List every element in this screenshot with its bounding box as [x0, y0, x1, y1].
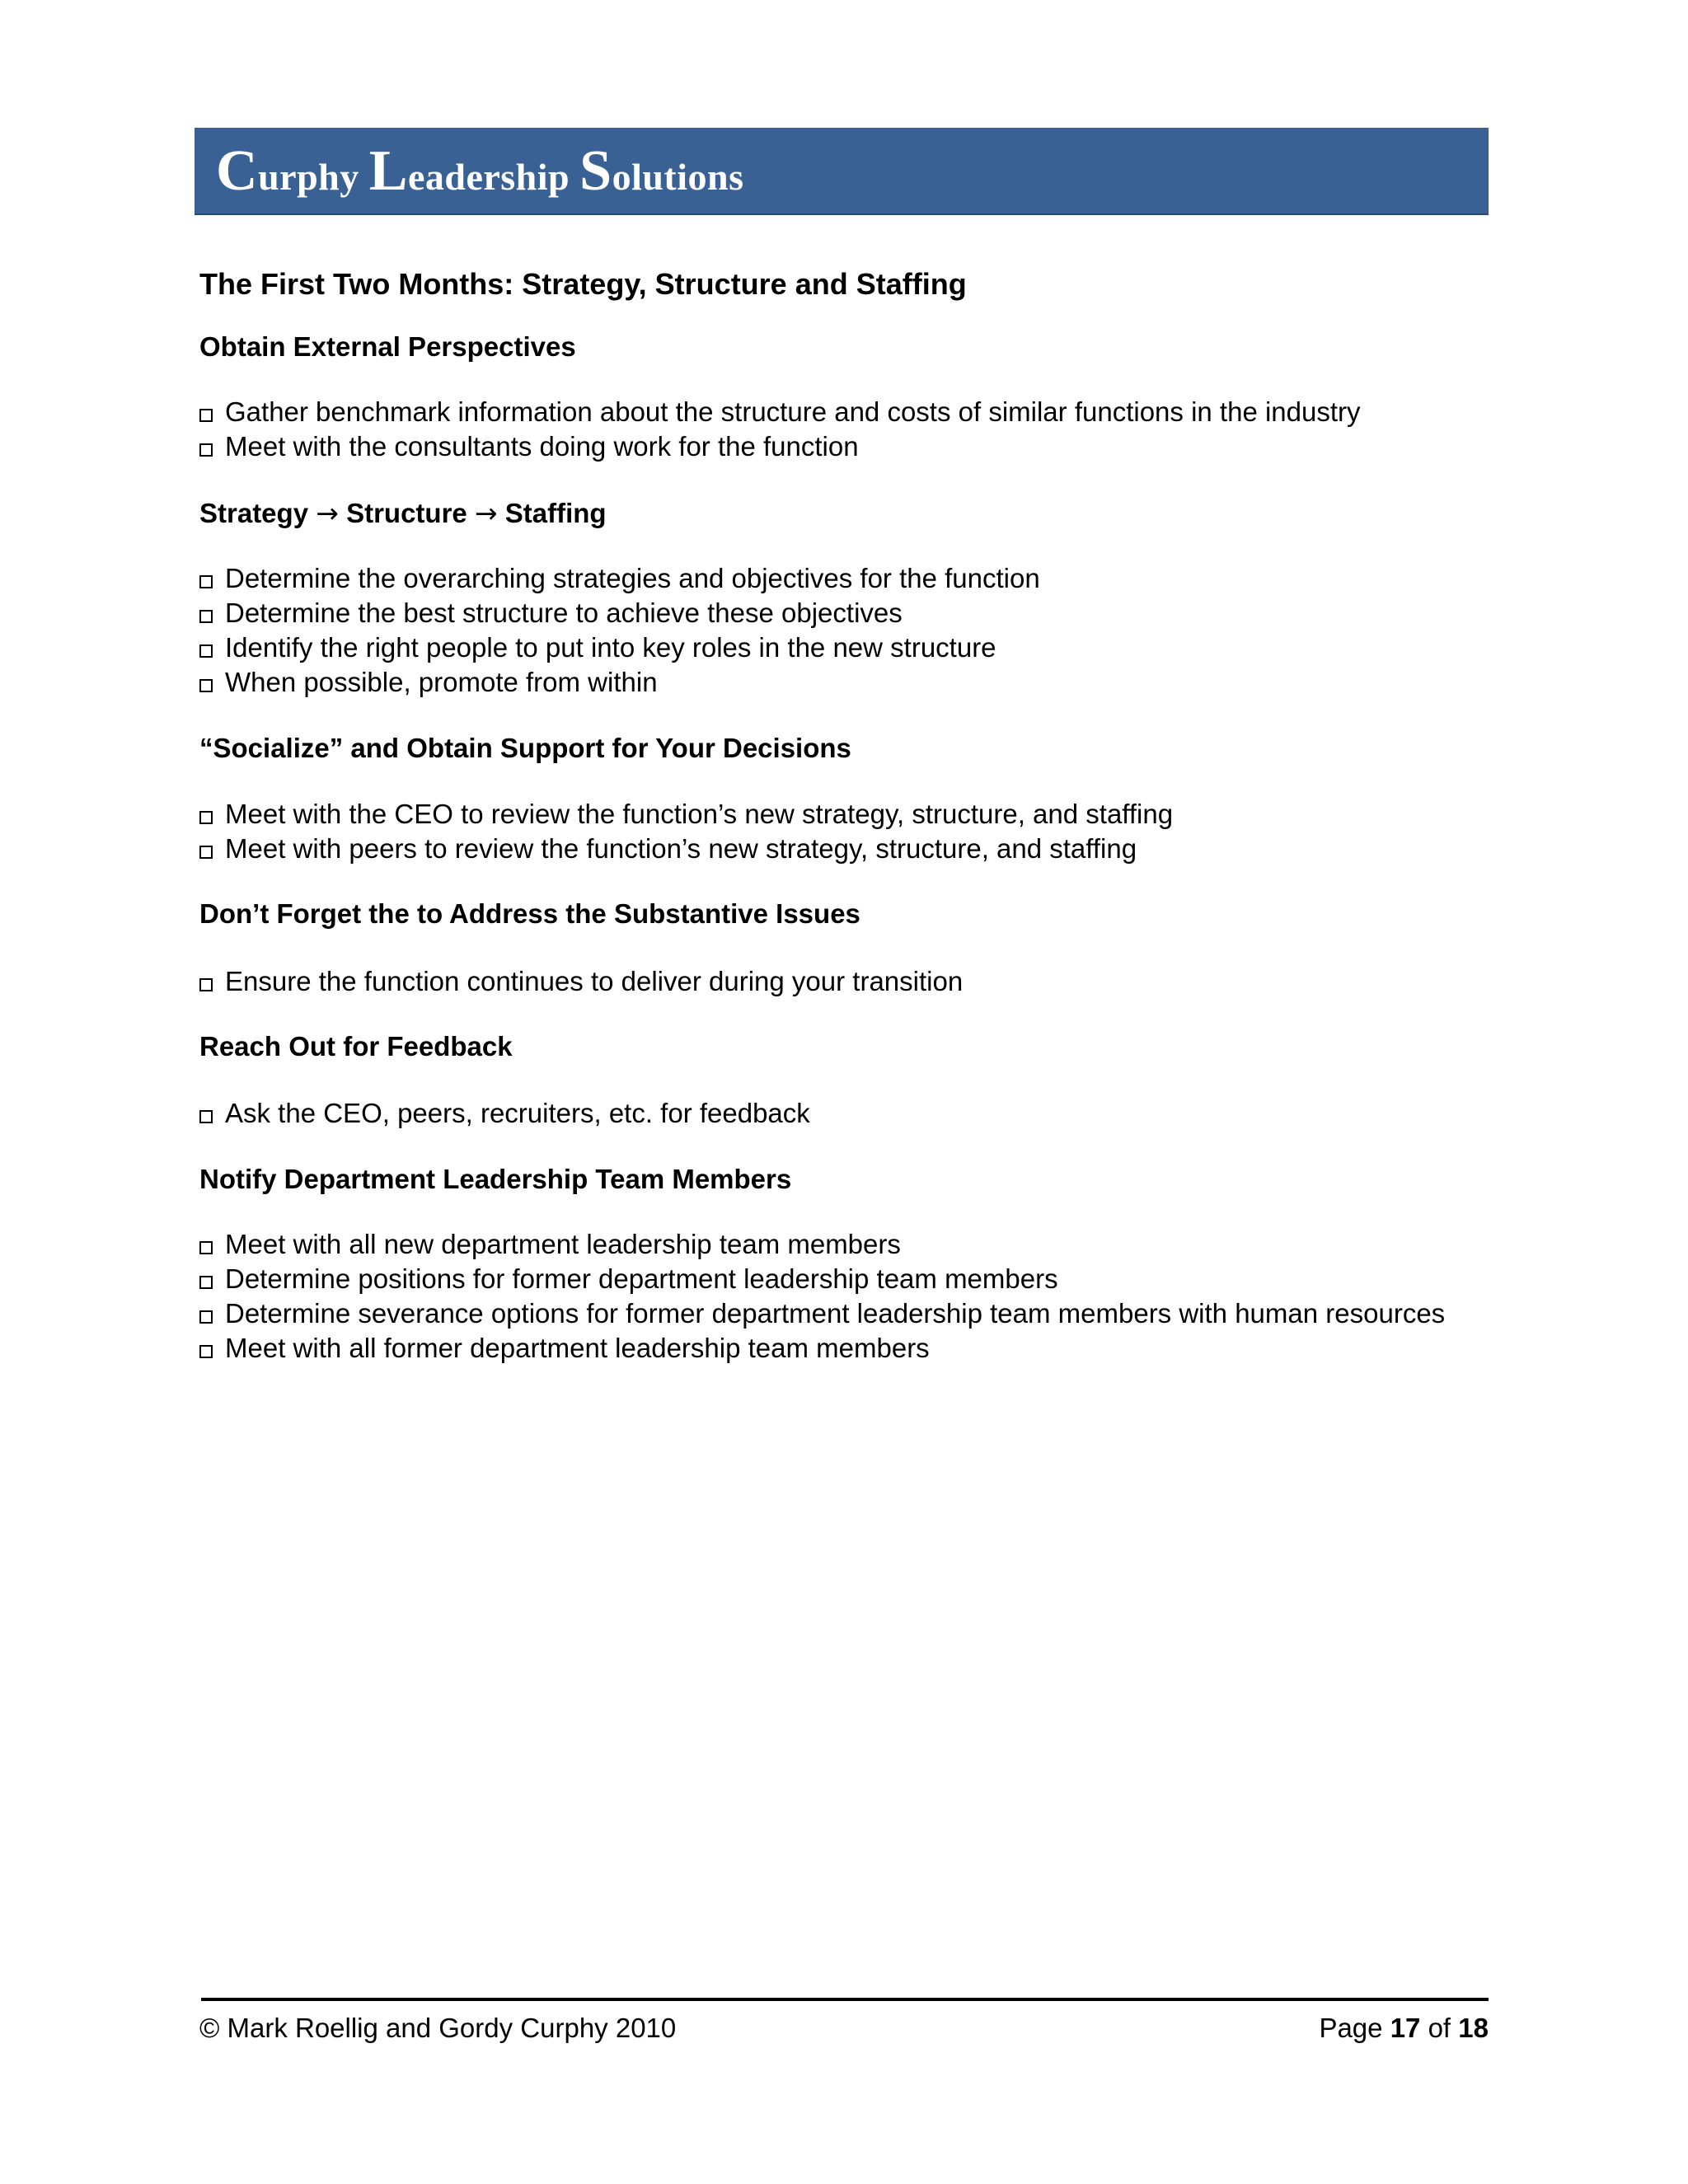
logo-word-curphy: Curphy: [216, 139, 369, 203]
total-pages: 18: [1458, 2013, 1489, 2043]
checklist-item: Meet with all former department leadership team members: [199, 1331, 1445, 1366]
checklist-item: Meet with the consultants doing work for the function: [199, 429, 1361, 464]
checkbox-icon[interactable]: [199, 679, 213, 692]
section-heading-external-perspectives: Obtain External Perspectives: [199, 331, 576, 362]
checklist-item: Determine the best structure to achieve these objectives: [199, 596, 1040, 630]
checkbox-icon[interactable]: [199, 610, 213, 623]
logo-word-leadership: Leadership: [368, 139, 580, 203]
checkbox-icon[interactable]: [199, 1345, 213, 1358]
checklist-item: Identify the right people to put into key roles in the new structure: [199, 630, 1040, 665]
checklist-external-perspectives: [199, 395, 1361, 464]
checklist-item: Determine severance options for former department leadership team members with human resources: [199, 1296, 1445, 1331]
checkbox-icon[interactable]: [199, 1110, 213, 1123]
checkbox-icon[interactable]: [199, 409, 213, 422]
checklist-strategy-structure-staffing: [199, 561, 1040, 700]
checklist-item: Ask the CEO, peers, recruiters, etc. for feedback: [199, 1096, 810, 1131]
checklist-item: Meet with the CEO to review the function’s new strategy, structure, and staffing: [199, 797, 1173, 832]
checkbox-icon[interactable]: [199, 1310, 213, 1324]
checkbox-icon[interactable]: [199, 978, 213, 991]
checklist-item: Meet with all new department leadership team members: [199, 1227, 1445, 1262]
section-heading-socialize: “Socialize” and Obtain Support for Your Decisions: [199, 733, 851, 763]
checklist-item: Gather benchmark information about the structure and costs of similar functions in the industry: [199, 395, 1361, 429]
current-page: 17: [1390, 2013, 1421, 2043]
checkbox-icon[interactable]: [199, 644, 213, 658]
arrow-right-icon: →: [316, 497, 339, 529]
company-logo: [216, 136, 744, 213]
checklist-feedback: [199, 1096, 810, 1131]
checklist-item: Ensure the function continues to deliver during your transition: [199, 964, 963, 999]
header-banner: [195, 128, 1489, 215]
checkbox-icon[interactable]: [199, 1241, 213, 1254]
page-title: The First Two Months: Strategy, Structure and Staffing: [199, 267, 967, 301]
checklist-item: Meet with peers to review the function’s new strategy, structure, and staffing: [199, 832, 1173, 866]
footer-copyright: © Mark Roellig and Gordy Curphy 2010: [199, 2013, 677, 2043]
logo-word-solutions: Solutions: [579, 139, 744, 203]
section-heading-notify-team: Notify Department Leadership Team Members: [199, 1164, 792, 1194]
checkbox-icon[interactable]: [199, 811, 213, 824]
section-heading-substantive-issues: Don’t Forget the to Address the Substantive Issues: [199, 898, 860, 929]
footer-divider: [201, 1998, 1489, 2001]
checkbox-icon[interactable]: [199, 1276, 213, 1289]
checklist-item: Determine positions for former department leadership team members: [199, 1262, 1445, 1296]
arrow-right-icon: →: [474, 497, 498, 529]
footer-page-number: Page 17 of 18: [1319, 2013, 1489, 2043]
checkbox-icon[interactable]: [199, 575, 213, 588]
checklist-notify-team: [199, 1227, 1445, 1366]
checklist-socialize: [199, 797, 1173, 866]
checklist-item: When possible, promote from within: [199, 665, 1040, 700]
checkbox-icon[interactable]: [199, 443, 213, 457]
section-heading-strategy-structure-staffing: Strategy → Structure → Staffing: [199, 497, 607, 529]
section-heading-feedback: Reach Out for Feedback: [199, 1031, 513, 1062]
checklist-item: Determine the overarching strategies and objectives for the function: [199, 561, 1040, 596]
checklist-substantive-issues: [199, 964, 963, 999]
checkbox-icon[interactable]: [199, 846, 213, 859]
